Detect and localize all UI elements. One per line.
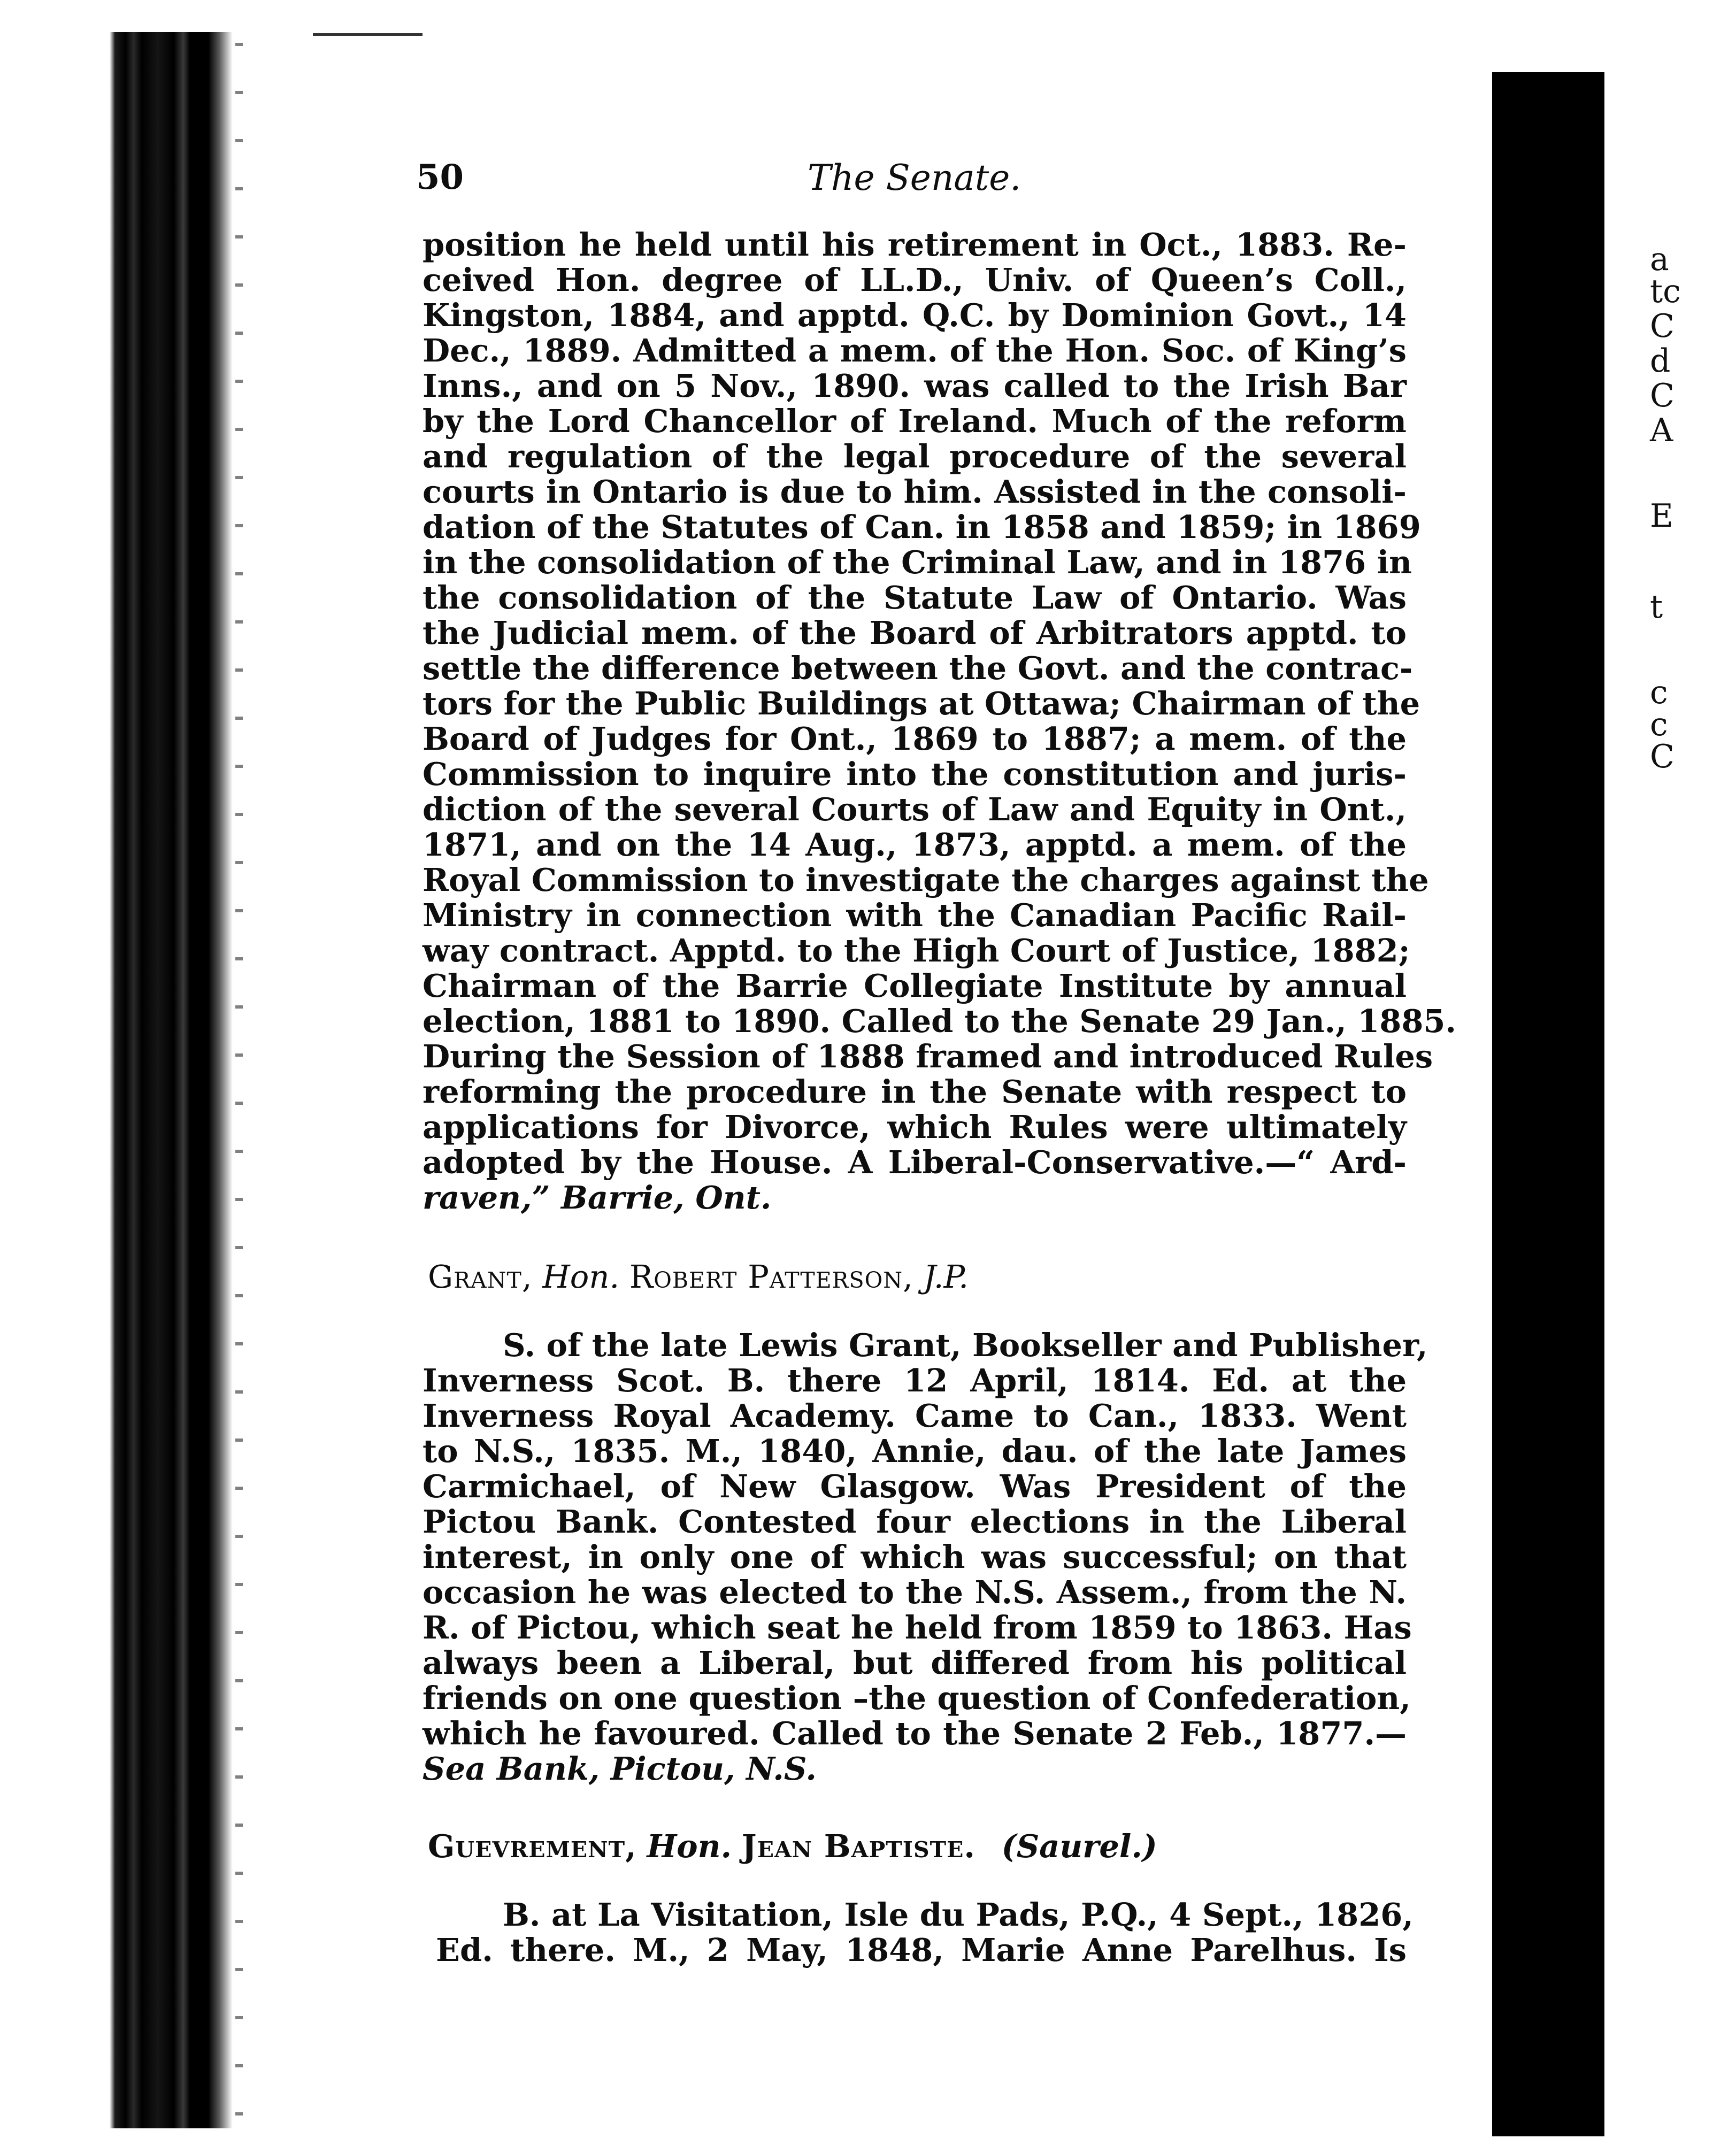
text-line: ceived Hon. degree of LL.D., Univ. of Queen’s Coll., (423, 261, 1407, 298)
facing-page-letter: a (1650, 241, 1669, 278)
text-line: settle the difference between the Govt. and the contrac- (423, 650, 1413, 687)
page-number: 50 (416, 157, 464, 197)
entry-surname: Guevrement, (428, 1828, 637, 1865)
facing-page-letter: d (1650, 342, 1671, 380)
scan-mark (313, 33, 423, 36)
entry-honorific: Hon. (647, 1828, 732, 1865)
text-line: occasion he was elected to the N.S. Assem., from the N. (423, 1574, 1407, 1611)
text-line: Dec., 1889. Admitted a mem. of the Hon. Soc. of King’s (423, 332, 1407, 369)
text-line: B. at La Visitation, Isle du Pads, P.Q., 4 Sept., 1826, (503, 1896, 1414, 1933)
text-line: reforming the procedure in the Senate with respect to (423, 1073, 1407, 1110)
text-line: Ministry in connection with the Canadian Pacific Rail- (423, 897, 1407, 934)
gutter-speckle (235, 43, 243, 2128)
entry-honorific: Hon. (542, 1258, 620, 1295)
facing-page-letter: tc (1650, 273, 1681, 310)
text-line: Pictou Bank. Contested four elections in the Liberal (423, 1503, 1407, 1540)
entry-heading (428, 1259, 969, 1295)
text-line: election, 1881 to 1890. Called to the Senate 29 Jan., 1885. (423, 1003, 1456, 1040)
text-line: Royal Commission to investigate the charges against the (423, 861, 1429, 898)
facing-page-letter: E (1650, 497, 1673, 535)
text-line: applications for Divorce, which Rules were ultimately (423, 1109, 1407, 1145)
facing-page-letter: C (1650, 307, 1674, 345)
text-line: interest, in only one of which was successful; on that (423, 1538, 1407, 1575)
facing-page-letter: t (1650, 588, 1663, 626)
text-line: which he favoured. Called to the Senate 2 Feb., 1877.— (423, 1715, 1407, 1752)
facing-page-letter: C (1650, 738, 1674, 775)
text-line: R. of Pictou, which seat he held from 1859 to 1863. Has (423, 1609, 1412, 1646)
facing-page-letter: A (1650, 412, 1673, 449)
entry-given-names: Robert Patterson, (629, 1258, 913, 1295)
entry-given-names: Jean Baptiste. (741, 1828, 975, 1865)
text-line: S. of the late Lewis Grant, Bookseller and Publisher, (503, 1327, 1428, 1364)
text-line: friends on one question –the question of Confederation, (423, 1680, 1411, 1717)
text-line: the Judicial mem. of the Board of Arbitrators apptd. to (423, 614, 1407, 651)
text-line: to N.S., 1835. M., 1840, Annie, dau. of the late James (423, 1433, 1407, 1470)
facing-page-letter: c (1650, 674, 1668, 711)
text-line: Ed. there. M., 2 May, 1848, Marie Anne Parelhus. Is (436, 1932, 1407, 1968)
text-line: the consolidation of the Statute Law of Ontario. Was (423, 579, 1407, 616)
entry-heading (428, 1829, 1157, 1864)
text-line: courts in Ontario is due to him. Assisted in the consoli- (423, 473, 1407, 510)
text-line: dation of the Statutes of Can. in 1858 and 1859; in 1869 (423, 509, 1421, 545)
binding-gutter (110, 32, 233, 2128)
facing-page-letter: c (1650, 706, 1668, 743)
text-line: by the Lord Chancellor of Ireland. Much of the reform (423, 403, 1407, 440)
text-line: Chairman of the Barrie Collegiate Institute by annual (423, 967, 1407, 1004)
text-line: tors for the Public Buildings at Ottawa; Chairman of the (423, 685, 1420, 722)
text-line: During the Session of 1888 framed and introduced Rules (423, 1038, 1433, 1075)
residence-line: raven,” Barrie, Ont. (423, 1179, 772, 1216)
text-line: Board of Judges for Ont., 1869 to 1887; a mem. of the (423, 720, 1407, 757)
text-line: way contract. Apptd. to the High Court of Justice, 1882; (423, 932, 1410, 969)
text-line: diction of the several Courts of Law and Equity in Ont., (423, 791, 1407, 828)
entry-division: (Saurel.) (1001, 1828, 1157, 1865)
text-line: adopted by the House. A Liberal-Conservative.—“ Ard- (423, 1144, 1407, 1181)
text-line: Inverness Royal Academy. Came to Can., 1833. Went (423, 1397, 1407, 1434)
page-edge-shadow (1492, 72, 1604, 2136)
text-line: position he held until his retirement in Oct., 1883. Re- (423, 226, 1407, 263)
text-line: Commission to inquire into the constitution and juris- (423, 756, 1407, 793)
residence-line: Sea Bank, Pictou, N.S. (423, 1750, 817, 1787)
facing-page-letter: C (1650, 377, 1674, 414)
text-line: 1871, and on the 14 Aug., 1873, apptd. a mem. of the (423, 826, 1407, 863)
text-line: in the consolidation of the Criminal Law, and in 1876 in (423, 544, 1412, 581)
text-line: always been a Liberal, but differed from his political (423, 1644, 1407, 1681)
running-title: The Senate. (808, 157, 1021, 198)
text-line: Carmichael, of New Glasgow. Was President of the (423, 1468, 1407, 1505)
text-line: Inns., and on 5 Nov., 1890. was called to the Irish Bar (423, 367, 1407, 404)
entry-surname: Grant, (428, 1258, 533, 1295)
entry-suffix: J.P. (923, 1258, 969, 1295)
text-line: Kingston, 1884, and apptd. Q.C. by Dominion Govt., 14 (423, 297, 1407, 334)
text-line: Inverness Scot. B. there 12 April, 1814. Ed. at the (423, 1362, 1407, 1399)
text-line: and regulation of the legal procedure of the several (423, 438, 1407, 475)
